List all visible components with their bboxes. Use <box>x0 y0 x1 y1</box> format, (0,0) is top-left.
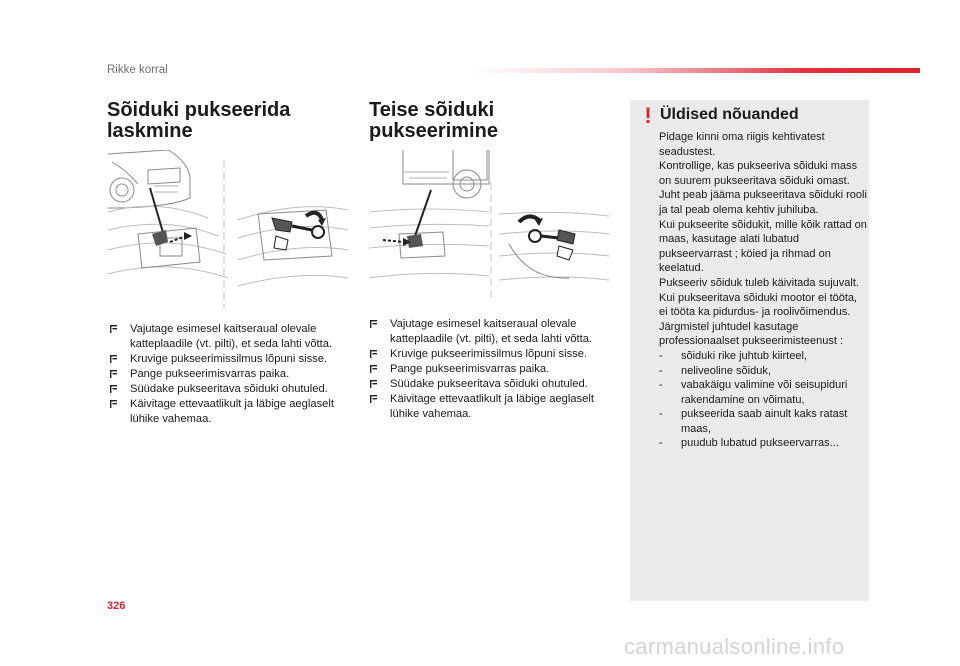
list-item <box>369 362 609 377</box>
case-text: neliveoline sõiduk, <box>681 364 771 377</box>
arrow-bullet-icon <box>110 370 117 378</box>
professional-service-cases <box>659 349 867 451</box>
list-item <box>369 377 609 392</box>
list-item <box>369 347 609 362</box>
step-text: Süüdake pukseeritava sõiduki ohutuled. <box>130 383 328 395</box>
step-text: Kruvige pukseerimissilmus lõpuni sisse. <box>390 348 588 360</box>
list-item <box>109 382 349 397</box>
watermark: carmanualsonline.info <box>624 634 845 659</box>
list-item <box>109 352 349 367</box>
arrow-bullet-icon <box>370 395 377 403</box>
list-item <box>659 364 867 379</box>
section-title-tow-own-vehicle: Sõiduki pukseerida laskmine <box>107 99 291 142</box>
panel-body <box>659 130 867 451</box>
list-item <box>659 436 867 451</box>
arrow-bullet-icon <box>370 365 377 373</box>
dash-marker: - <box>659 437 663 450</box>
list-item <box>369 392 609 422</box>
step-text: Käivitage ettevaatlikult ja läbige aeglaselt lühike vahemaa. <box>130 398 334 425</box>
dash-marker: - <box>659 408 663 421</box>
step-text: Pange pukseerimisvarras paika. <box>390 363 550 375</box>
list-item <box>659 349 867 364</box>
front-towing-eye-illustration <box>108 150 348 312</box>
list-item <box>109 367 349 382</box>
list-item <box>659 407 867 436</box>
step-text: Vajutage esimesel kaitseraual olevale katteplaadile (vt. pilti), et seda lahti võtta. <box>390 318 593 345</box>
panel-paragraph: Kui pukseeritava sõiduki mootor ei tööta, ei tööta ka pidurdus- ja roolivõimendus. <box>659 291 858 319</box>
case-text: sõiduki rike juhtub kiirteel, <box>681 349 807 362</box>
step-text: Süüdake pukseeritava sõiduki ohutuled. <box>390 378 588 390</box>
dash-marker: - <box>659 349 663 362</box>
middle-steps-list <box>369 317 609 422</box>
arrow-bullet-icon <box>110 325 117 333</box>
running-header: Rikke korral <box>107 64 168 76</box>
panel-paragraph: Juht peab jääma pukseeritava sõiduki rooli ja tal peab olema kehtiv juhiluba. <box>659 189 867 216</box>
panel-paragraph: Pukseeriv sõiduk tuleb käivitada sujuvalt. <box>659 276 859 289</box>
section-title-tow-other-vehicle: Teise sõiduki pukseerimine <box>369 99 498 142</box>
panel-title: Üldised nõuanded <box>660 106 799 123</box>
panel-paragraph: Järgmistel juhtudel kasutage professionaalset pukseerimisteenust : <box>659 320 844 348</box>
rear-towing-eye-illustration <box>369 150 609 300</box>
panel-paragraph: Kontrollige, kas pukseeriva sõiduki mass on suurem pukseeritava sõiduki omast. <box>659 160 858 187</box>
arrow-bullet-icon <box>110 385 117 393</box>
panel-paragraph: Pidage kinni oma riigis kehtivatest seadustest. <box>659 131 825 158</box>
arrow-bullet-icon <box>110 355 117 363</box>
list-item <box>369 317 609 347</box>
dash-marker: - <box>659 364 663 377</box>
panel-paragraph: Kui pukseerite sõidukit, mille kõik rattad on maas, kasutage alati lubatud pukseervarrast ; köied ja rihmad on keelatud. <box>659 218 867 275</box>
page-number: 326 <box>107 600 126 612</box>
case-text: puudub lubatud pukseervarras... <box>681 437 839 450</box>
step-text: Kruvige pukseerimissilmus lõpuni sisse. <box>130 353 328 365</box>
list-item <box>109 322 349 352</box>
case-text: pukseerida saab ainult kaks ratast maas, <box>681 408 848 435</box>
arrow-bullet-icon <box>110 400 117 408</box>
step-text: Käivitage ettevaatlikult ja läbige aeglaselt lühike vahemaa. <box>390 393 594 420</box>
header-accent-bar <box>470 68 920 73</box>
left-steps-list <box>109 322 349 427</box>
arrow-bullet-icon <box>370 380 377 388</box>
step-text: Pange pukseerimisvarras paika. <box>130 368 290 380</box>
dash-marker: - <box>659 379 663 392</box>
arrow-bullet-icon <box>370 320 377 328</box>
arrow-bullet-icon <box>370 350 377 358</box>
list-item <box>109 397 349 427</box>
list-item <box>659 378 867 407</box>
step-text: Vajutage esimesel kaitseraual olevale katteplaadile (vt. pilti), et seda lahti võtta. <box>130 323 333 350</box>
warning-icon: ! <box>644 103 652 128</box>
case-text: vabakäigu valimine või seisupiduri rakendamine on võimatu, <box>681 379 848 406</box>
